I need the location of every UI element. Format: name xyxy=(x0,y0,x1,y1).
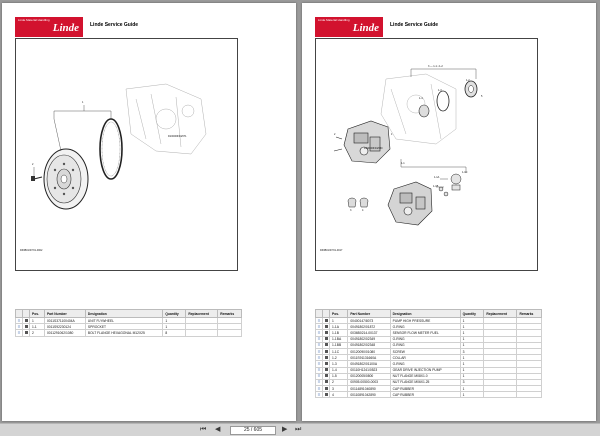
cell-replacement xyxy=(484,392,517,398)
cell-part-number: 0036B0214-00137 xyxy=(348,330,390,336)
cell-pos: 1-1C xyxy=(330,348,348,354)
figure-drawing-code: D100006/04/071 xyxy=(168,135,187,138)
cell-part-number: 00491802/02349 xyxy=(348,336,390,342)
figure-drawing-code: D100006/04/050 xyxy=(364,147,383,150)
table-row[interactable] xyxy=(16,330,242,336)
add-to-cart-icon[interactable]: ☰ xyxy=(316,379,323,385)
cell-quantity: 1 xyxy=(460,386,484,392)
add-to-cart-icon[interactable]: ☰ xyxy=(316,392,323,398)
info-icon[interactable] xyxy=(323,392,330,398)
add-to-cart-icon[interactable]: ☰ xyxy=(316,336,323,342)
cell-quantity: 1 xyxy=(460,330,484,336)
add-to-cart-icon[interactable]: ☰ xyxy=(16,324,23,330)
table-header-part-number: Part Number xyxy=(44,310,85,318)
table-header-pos: Pos. xyxy=(330,310,348,318)
cell-designation: GEAR DRIVE INJECTION PUMP xyxy=(390,367,460,373)
exploded-drawing-frame xyxy=(15,38,238,271)
cell-quantity: 1 xyxy=(460,342,484,348)
add-to-cart-icon[interactable]: ☰ xyxy=(316,318,323,324)
logo-tagline: Linde Material Handling xyxy=(18,18,50,22)
cell-designation: COLLAR xyxy=(390,355,460,361)
logo-wordmark: Linde xyxy=(352,22,379,34)
info-icon[interactable] xyxy=(23,330,30,336)
figure-ref-top-group: 3 — 1-1 • 1-2 xyxy=(428,65,443,68)
cell-part-number: 00491802/02348 xyxy=(348,342,390,348)
cell-pos: 2 xyxy=(330,379,348,385)
cell-pos: 3 xyxy=(330,386,348,392)
cell-part-number: 00110891042890 xyxy=(348,392,390,398)
logo-tagline: Linde Material Handling xyxy=(318,18,350,22)
page-title: Linde Service Guide xyxy=(90,22,139,28)
cell-part-number: 00114891040890 xyxy=(348,386,390,392)
table-header-designation: Designation xyxy=(85,310,162,318)
page-title: Linde Service Guide xyxy=(390,22,439,28)
document-page-left xyxy=(2,3,296,421)
cell-designation: CAP RUBBER xyxy=(390,386,460,392)
figure-ref-4: 4 xyxy=(362,209,364,212)
cell-pos: 1-5 xyxy=(330,373,348,379)
cell-designation: NUT FLANGE M08X1.0 xyxy=(390,373,460,379)
cell-quantity: 1 xyxy=(460,367,484,373)
cell-designation: PUMP HIGH PRESSURE xyxy=(390,318,460,324)
linde-logo xyxy=(15,17,83,37)
cell-pos: 1-1B xyxy=(330,330,348,336)
table-row[interactable] xyxy=(316,392,542,398)
cell-designation: SENSOR FLOW METER FUEL xyxy=(390,330,460,336)
cell-designation: SPROCKET xyxy=(85,324,162,330)
info-square-icon xyxy=(325,362,328,365)
add-to-cart-icon[interactable]: ☰ xyxy=(316,330,323,336)
info-square-icon xyxy=(325,356,328,359)
info-square-icon xyxy=(325,331,328,334)
first-page-button[interactable]: ⏮ xyxy=(200,426,207,433)
info-square-icon xyxy=(25,325,28,328)
figure-ref-1-4: 1-4 xyxy=(419,97,423,100)
cell-pos: 1 xyxy=(330,318,348,324)
cell-pos: 1-4 xyxy=(330,367,348,373)
figure-ref-1: 1 xyxy=(82,101,84,104)
page-number-input[interactable]: 25 / 605 xyxy=(230,426,276,435)
table-header-replacement: Replacement xyxy=(484,310,517,318)
cell-quantity: 1 xyxy=(163,318,186,324)
table-header-quantity: Quantity xyxy=(163,310,186,318)
figure-document-code: D30B01/07/01-0017 xyxy=(320,249,343,252)
cell-part-number: 00491802/01100A xyxy=(348,361,390,367)
cell-quantity: 1 xyxy=(460,355,484,361)
cell-designation: O-RING xyxy=(390,361,460,367)
cell-designation: O-RING xyxy=(390,342,460,348)
table-header-info xyxy=(323,310,330,318)
cell-pos: 4 xyxy=(330,392,348,398)
table-header-quantity: Quantity xyxy=(460,310,484,318)
info-square-icon xyxy=(25,319,28,322)
cell-pos: 1-1BA xyxy=(330,336,348,342)
cell-quantity: 1 xyxy=(460,361,484,367)
figure-ref-2: 2 xyxy=(334,133,336,136)
cell-quantity: 1 xyxy=(460,392,484,398)
info-square-icon xyxy=(325,350,328,353)
cell-designation: SCREW xyxy=(390,348,460,354)
cell-part-number: 0011S91131660A xyxy=(348,355,390,361)
cell-quantity: 1 xyxy=(460,318,484,324)
add-to-cart-icon[interactable]: ☰ xyxy=(316,373,323,379)
cell-pos: 1-2 xyxy=(330,355,348,361)
add-to-cart-icon[interactable]: ☰ xyxy=(16,318,23,324)
cell-quantity: 8 xyxy=(163,330,186,336)
table-header-remarks: Remarks xyxy=(517,310,542,318)
table-header-cart xyxy=(316,310,323,318)
add-to-cart-icon[interactable]: ☰ xyxy=(316,348,323,354)
info-square-icon xyxy=(325,337,328,340)
figure-ref-1-1: 1-1 xyxy=(401,162,405,165)
cell-quantity: 1 xyxy=(460,324,484,330)
add-to-cart-icon[interactable]: ☰ xyxy=(316,324,323,330)
cell-designation: O-RING xyxy=(390,324,460,330)
table-header-info xyxy=(23,310,30,318)
cell-part-number: 00120090/01080 xyxy=(348,348,390,354)
info-square-icon xyxy=(325,368,328,371)
previous-page-button[interactable]: ◀ xyxy=(215,426,221,433)
info-square-icon xyxy=(325,387,328,390)
figure-ref-1-1c: 1-1C xyxy=(462,171,468,174)
cell-part-number: 00110H1241/0523 xyxy=(348,367,390,373)
figure-ref-1-3: 1-3 xyxy=(438,89,442,92)
cell-part-number: 00905.00500-0003 xyxy=(348,379,390,385)
next-page-button[interactable]: ▶ xyxy=(282,426,288,433)
add-to-cart-icon[interactable]: ☰ xyxy=(316,361,323,367)
info-square-icon xyxy=(325,343,328,346)
cell-part-number: 0011S371100404A xyxy=(44,318,85,324)
cell-designation: NUT FLANGE M06X1.25 xyxy=(390,379,460,385)
info-square-icon xyxy=(325,393,328,396)
info-square-icon xyxy=(325,319,328,322)
cell-pos: 1-1BB xyxy=(330,342,348,348)
table-header-row xyxy=(316,310,542,318)
cell-part-number: 0011291062/1080 xyxy=(44,330,85,336)
document-page-right xyxy=(302,3,596,421)
figure-ref-1: 1 xyxy=(391,133,393,136)
cell-remarks xyxy=(517,392,542,398)
cell-part-number: 0011S92230124 xyxy=(44,324,85,330)
table-header-part-number: Part Number xyxy=(348,310,390,318)
cell-replacement xyxy=(186,330,218,336)
last-page-button[interactable]: ⏭ xyxy=(295,426,302,433)
table-header-row xyxy=(16,310,242,318)
table-header-remarks: Remarks xyxy=(218,310,242,318)
flywheel-drawing xyxy=(16,39,237,270)
figure-ref-3: 3 xyxy=(350,209,352,212)
injection-pump-drawing xyxy=(316,39,537,270)
cell-pos: 1 xyxy=(30,318,45,324)
figure-document-code: D30B01/07/01-0002 xyxy=(20,249,43,252)
cell-quantity: 3 xyxy=(460,379,484,385)
table-header-pos: Pos. xyxy=(30,310,45,318)
add-to-cart-icon[interactable]: ☰ xyxy=(316,355,323,361)
exploded-drawing-frame xyxy=(315,38,538,271)
info-square-icon xyxy=(325,374,328,377)
add-to-cart-icon[interactable]: ☰ xyxy=(316,342,323,348)
cell-designation: BOLT FLANGE HEXAGONAL M12X25 xyxy=(85,330,162,336)
page-navigation-toolbar xyxy=(0,423,600,436)
cell-pos: 2 xyxy=(30,330,45,336)
logo-wordmark: Linde xyxy=(52,22,79,34)
figure-ref-1-1b: 1-1B xyxy=(433,185,439,188)
cell-pos: 1-1 xyxy=(30,324,45,330)
cell-quantity: 3 xyxy=(460,348,484,354)
cell-quantity: 1 xyxy=(163,324,186,330)
parts-table xyxy=(15,309,242,337)
add-to-cart-icon[interactable]: ☰ xyxy=(16,330,23,336)
cell-part-number: 00400147/8073 xyxy=(348,318,390,324)
linde-logo xyxy=(315,17,383,37)
add-to-cart-icon[interactable]: ☰ xyxy=(316,386,323,392)
info-square-icon xyxy=(325,380,328,383)
info-square-icon xyxy=(325,325,328,328)
info-square-icon xyxy=(25,331,28,334)
figure-ref-5: 5 xyxy=(481,95,483,98)
parts-table xyxy=(315,309,542,398)
cell-designation: UNIT FLYWHEEL xyxy=(85,318,162,324)
cell-quantity: 1 xyxy=(460,373,484,379)
cell-part-number: 00491802/01872 xyxy=(348,324,390,330)
cell-part-number: 00120005/0800 xyxy=(348,373,390,379)
figure-ref-2: 2 xyxy=(32,163,34,166)
cell-quantity: 1 xyxy=(460,336,484,342)
cell-designation: O-RING xyxy=(390,336,460,342)
cell-remarks xyxy=(218,330,242,336)
figure-ref-1-1a: 1-1A xyxy=(434,176,440,179)
table-header-cart xyxy=(16,310,23,318)
cell-designation: CAP RUBBER xyxy=(390,392,460,398)
cell-pos: 1-1A xyxy=(330,324,348,330)
figure-ref-1-2: 1-2 xyxy=(466,79,470,82)
add-to-cart-icon[interactable]: ☰ xyxy=(316,367,323,373)
table-header-replacement: Replacement xyxy=(186,310,218,318)
table-header-designation: Designation xyxy=(390,310,460,318)
cell-pos: 1-3 xyxy=(330,361,348,367)
